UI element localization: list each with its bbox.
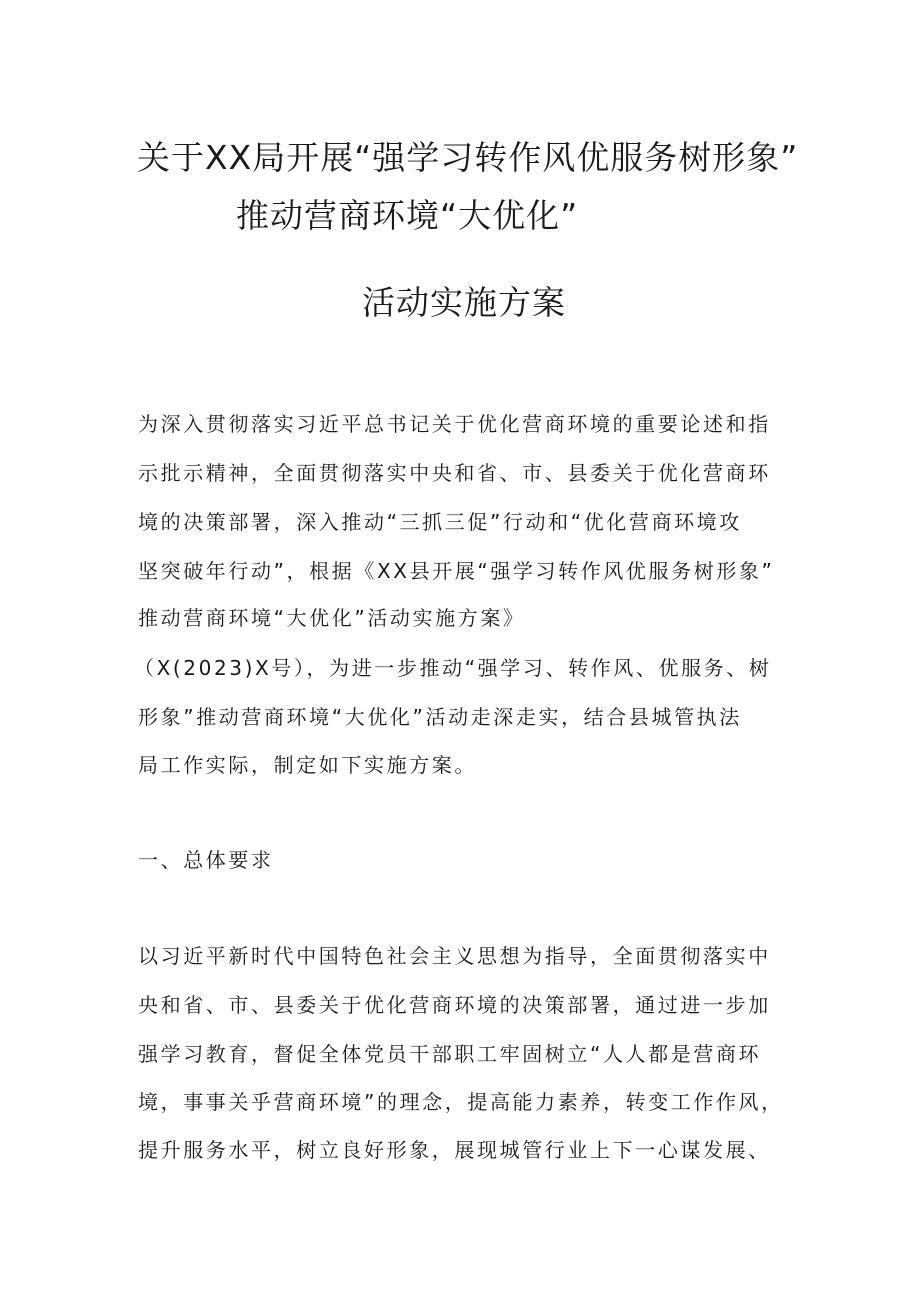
document-title-line-3: 活动实施方案	[362, 283, 566, 322]
document-title-line-1: 关于XX局开展“强学习转作风优服务树形象”	[137, 138, 799, 177]
section-paragraph-line: 强学习教育，督促全体党员干部职工牢固树立“人人都是营商环	[138, 1042, 762, 1066]
document-title-line-2: 推动营商环境“大优化”	[236, 196, 579, 235]
intro-paragraph-line: 坚突破年行动”，根据《XX县开展“强学习转作风优服务树形象”	[138, 559, 775, 583]
intro-paragraph-line: （X(2023)X号），为进一步推动“强学习、转作风、优服务、树	[134, 656, 772, 680]
intro-paragraph-line: 示批示精神，全面贯彻落实中央和省、市、县委关于优化营商环	[138, 461, 771, 485]
section-paragraph-line: 央和省、市、县委关于优化营商环境的决策部署，通过进一步加	[138, 993, 771, 1017]
intro-paragraph-line: 境的决策部署，深入推动“三抓三促”行动和“优化营商环境攻	[138, 510, 742, 534]
section-paragraph-line: 提升服务水平，树立良好形象，展现城管行业上下一心谋发展、	[138, 1138, 771, 1162]
intro-paragraph-line: 局工作实际，制定如下实施方案。	[138, 753, 477, 777]
section-paragraph-line: 以习近平新时代中国特色社会主义思想为指导，全面贯彻落实中	[138, 944, 771, 968]
section-heading: 一、总体要求	[138, 848, 274, 872]
intro-paragraph-line: 为深入贯彻落实习近平总书记关于优化营商环境的重要论述和指	[138, 412, 771, 436]
intro-paragraph-line: 形象”推动营商环境“大优化”活动走深走实，结合县城管执法	[138, 705, 742, 729]
section-paragraph-line: 境，事事关乎营商环境”的理念，提高能力素养，转变工作作风，	[138, 1090, 784, 1114]
intro-paragraph-line: 推动营商环境“大优化”活动实施方案》	[138, 606, 526, 630]
